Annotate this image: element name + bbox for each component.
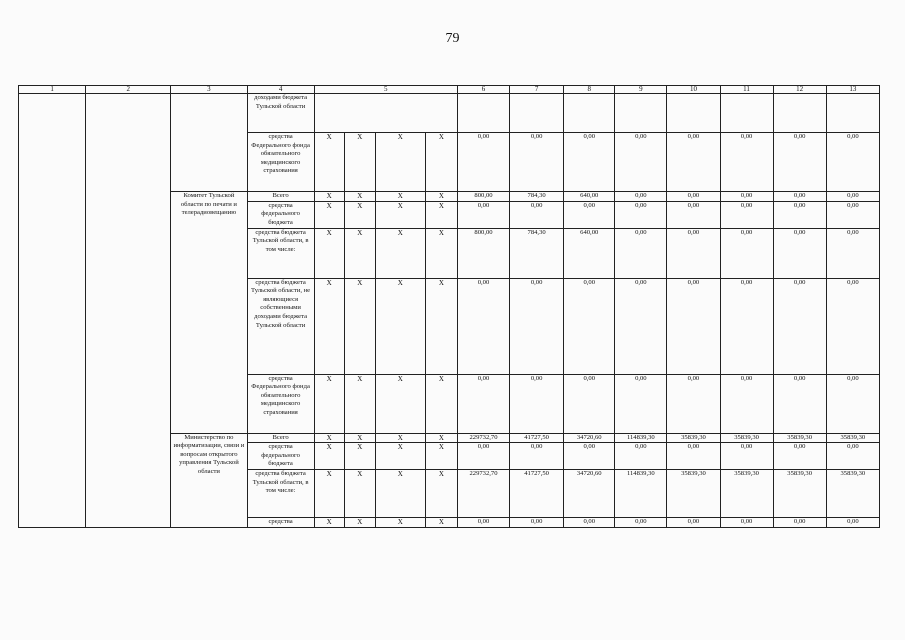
value-cell: 0,00: [457, 201, 509, 228]
x-mark: X: [314, 374, 344, 433]
header-cell: 9: [615, 86, 667, 94]
value-cell: 0,00: [667, 518, 720, 528]
x-mark: X: [425, 470, 457, 518]
value-cell: 0,00: [667, 201, 720, 228]
x-mark: X: [344, 201, 375, 228]
source-cell: доходами бюджета Тульской области: [247, 94, 314, 133]
source-cell: средства Федерального фонда обязательного медицинского страхования: [247, 133, 314, 192]
source-cell: средства федерального бюджета: [247, 201, 314, 228]
x-mark: X: [314, 201, 344, 228]
value-cell: 0,00: [667, 278, 720, 374]
value-cell: 0,00: [826, 518, 879, 528]
value-cell: 0,00: [667, 443, 720, 470]
header-cell: 7: [510, 86, 564, 94]
header-row: [19, 86, 880, 94]
value-cell: 0,00: [720, 374, 773, 433]
value-cell: 0,00: [615, 443, 667, 470]
header-cell: 13: [826, 86, 879, 94]
source-cell: Всего: [247, 433, 314, 443]
header-cell: 1: [19, 86, 86, 94]
x-mark: X: [425, 374, 457, 433]
value-cell: 640,00: [564, 228, 615, 278]
value-cell: 0,00: [510, 133, 564, 192]
value-cell: 0,00: [667, 133, 720, 192]
value-cell: 0,00: [773, 278, 826, 374]
x-mark: X: [344, 374, 375, 433]
x-mark: X: [425, 192, 457, 202]
value-cell: 784,30: [510, 228, 564, 278]
x-mark: X: [314, 518, 344, 528]
value-cell: 41727,50: [510, 470, 564, 518]
value-cell: 0,00: [720, 278, 773, 374]
x-mark: X: [375, 443, 425, 470]
value-cell: 0,00: [720, 443, 773, 470]
value-cell: 0,00: [773, 192, 826, 202]
value-cell: 35839,30: [720, 433, 773, 443]
value-cell: 0,00: [510, 201, 564, 228]
source-cell: средства федерального бюджета: [247, 443, 314, 470]
value-cell: 0,00: [457, 133, 509, 192]
value-cell: 0,00: [826, 278, 879, 374]
value-cell: 114839,30: [615, 433, 667, 443]
value-cell: 35839,30: [773, 470, 826, 518]
header-cell: 6: [457, 86, 509, 94]
value-cell: 0,00: [457, 374, 509, 433]
x-mark: X: [375, 133, 425, 192]
value-cell: 0,00: [773, 133, 826, 192]
value-cell: 0,00: [773, 518, 826, 528]
x-mark: X: [375, 433, 425, 443]
x-mark: X: [344, 133, 375, 192]
x-mark: X: [375, 374, 425, 433]
x-mark: X: [314, 433, 344, 443]
value-cell: 0,00: [773, 443, 826, 470]
value-cell: 0,00: [615, 278, 667, 374]
value-cell: 0,00: [615, 518, 667, 528]
x-mark: X: [375, 201, 425, 228]
x-mark: X: [425, 433, 457, 443]
value-cell: 640,00: [564, 192, 615, 202]
value-cell: 800,00: [457, 192, 509, 202]
value-cell: 0,00: [826, 228, 879, 278]
header-cell: 11: [720, 86, 773, 94]
value-cell: 0,00: [826, 133, 879, 192]
value-cell: 114839,30: [615, 470, 667, 518]
x-mark: X: [425, 278, 457, 374]
x-mark: X: [314, 443, 344, 470]
x-mark: X: [425, 228, 457, 278]
x-mark: X: [344, 470, 375, 518]
value-cell: 0,00: [773, 228, 826, 278]
x-mark: X: [375, 518, 425, 528]
value-cell: 0,00: [457, 518, 509, 528]
header-cell: 4: [247, 86, 314, 94]
value-cell: 0,00: [457, 443, 509, 470]
x-mark: X: [425, 518, 457, 528]
value-cell: 784,30: [510, 192, 564, 202]
value-cell: 0,00: [510, 278, 564, 374]
value-cell: 0,00: [826, 201, 879, 228]
budget-table: [18, 85, 880, 528]
x-mark: X: [314, 228, 344, 278]
value-cell: 229732,70: [457, 433, 509, 443]
value-cell: 0,00: [564, 133, 615, 192]
value-cell: 0,00: [564, 443, 615, 470]
value-cell: 35839,30: [720, 470, 773, 518]
value-cell: 0,00: [720, 518, 773, 528]
col1-cell: [19, 94, 86, 528]
header-cell: 3: [171, 86, 247, 94]
x-mark: X: [375, 192, 425, 202]
value-cell: 0,00: [826, 443, 879, 470]
x-mark: X: [314, 133, 344, 192]
value-cell: 0,00: [510, 443, 564, 470]
value-cell: 34720,60: [564, 470, 615, 518]
table-row: [19, 94, 880, 133]
source-cell: средства бюджета Тульской области, в том числе:: [247, 228, 314, 278]
value-cell: 229732,70: [457, 470, 509, 518]
header-cell: 2: [86, 86, 171, 94]
value-cell: 0,00: [457, 278, 509, 374]
x-mark: X: [375, 228, 425, 278]
value-cell: 800,00: [457, 228, 509, 278]
value-cell: 0,00: [615, 201, 667, 228]
value-cell: 0,00: [720, 228, 773, 278]
value-cell: 0,00: [564, 518, 615, 528]
value-cell: 0,00: [510, 518, 564, 528]
value-cell: 0,00: [615, 192, 667, 202]
value-cell: 0,00: [615, 228, 667, 278]
x-mark: X: [344, 192, 375, 202]
x-mark: X: [314, 192, 344, 202]
source-cell: средства бюджета Тульской области, в том числе:: [247, 470, 314, 518]
x-mark: X: [314, 278, 344, 374]
source-cell: средства бюджета Тульской области, не являющиеся собственными доходами бюджета Тульской области: [247, 278, 314, 374]
x-mark: X: [375, 278, 425, 374]
value-cell: 0,00: [773, 201, 826, 228]
org-cell: [171, 94, 247, 192]
page-number: 79: [445, 31, 460, 46]
value-cell: 41727,50: [510, 433, 564, 443]
value-cell: 35839,30: [826, 433, 879, 443]
value-cell: 0,00: [720, 133, 773, 192]
x-mark: X: [375, 470, 425, 518]
value-cell: 0,00: [564, 374, 615, 433]
value-cell: 35839,30: [667, 433, 720, 443]
x-mark: X: [344, 443, 375, 470]
value-cell: 34720,60: [564, 433, 615, 443]
x-mark: X: [314, 470, 344, 518]
value-cell: 0,00: [615, 374, 667, 433]
header-cell: 5: [314, 86, 457, 94]
source-cell: средства: [247, 518, 314, 528]
value-cell: 0,00: [773, 374, 826, 433]
value-cell: 0,00: [720, 201, 773, 228]
org-cell: Комитет Тульской области по печати и телерадиовещанию: [171, 192, 247, 434]
value-cell: 0,00: [667, 228, 720, 278]
value-cell: 35839,30: [773, 433, 826, 443]
header-cell: 12: [773, 86, 826, 94]
header-cell: 10: [667, 86, 720, 94]
x-mark: X: [425, 443, 457, 470]
value-cell: 0,00: [667, 374, 720, 433]
x-mark: X: [344, 518, 375, 528]
value-cell: 0,00: [510, 374, 564, 433]
x-mark: X: [344, 228, 375, 278]
source-cell: средства Федерального фонда обязательного медицинского страхования: [247, 374, 314, 433]
empty-cell: [314, 94, 457, 133]
value-cell: 0,00: [564, 278, 615, 374]
value-cell: 0,00: [667, 192, 720, 202]
x-mark: X: [425, 133, 457, 192]
col2-cell: [86, 94, 171, 528]
source-cell: Всего: [247, 192, 314, 202]
value-cell: 35839,30: [826, 470, 879, 518]
value-cell: 0,00: [564, 201, 615, 228]
x-mark: X: [344, 278, 375, 374]
value-cell: 0,00: [826, 192, 879, 202]
x-mark: X: [344, 433, 375, 443]
value-cell: 0,00: [826, 374, 879, 433]
header-cell: 8: [564, 86, 615, 94]
value-cell: 35839,30: [667, 470, 720, 518]
x-mark: X: [425, 201, 457, 228]
org-cell: Министерство по информатизации, связи и вопросам открытого управления Тульской области: [171, 433, 247, 527]
value-cell: 0,00: [720, 192, 773, 202]
value-cell: 0,00: [615, 133, 667, 192]
